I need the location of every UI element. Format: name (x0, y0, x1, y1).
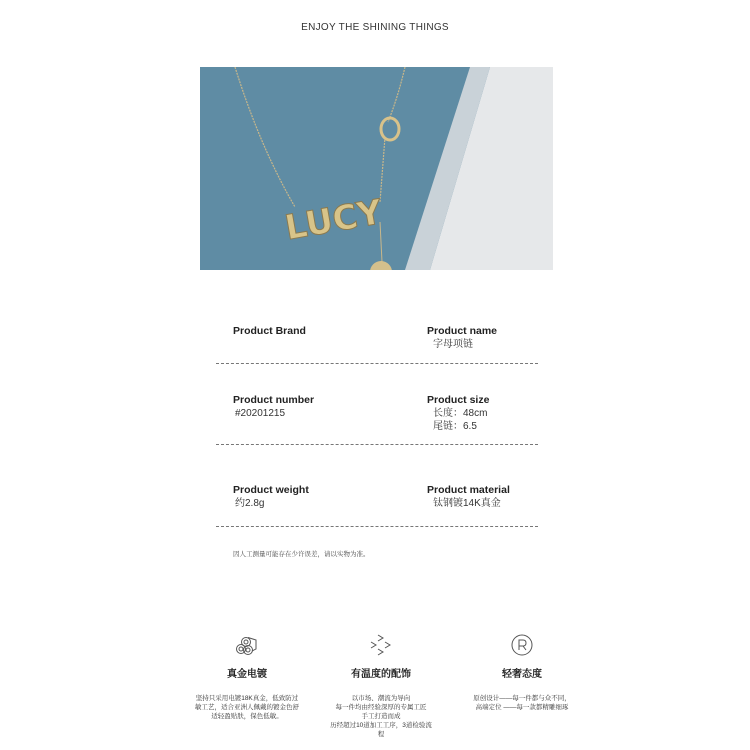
coins-icon (172, 633, 322, 657)
feature-text: 坚持只采用电镀18K真金，低致防过 (195, 695, 299, 702)
feature-text: 高端定位 ——每一款都精雕细琢 (475, 704, 569, 711)
feature-text: 原创设计——每一件都与众不同， (473, 695, 571, 702)
spec-value-weight: 约2.8g (235, 498, 265, 509)
feature-text: 以市场、潮流为导向 (351, 695, 411, 702)
feature-text: 每一件均由经验深厚的专属工匠 (335, 704, 427, 711)
spec-label-brand: Product Brand (233, 325, 306, 337)
spec-value-length: 长度：48cm (433, 408, 488, 419)
spec-value-name: 字母项链 (433, 339, 473, 350)
spec-value-tail: 尾链：6.5 (433, 421, 477, 432)
divider (216, 363, 538, 364)
feature-craft (306, 633, 456, 739)
feature-text: 适轻盈贴肤，保色低敏。 (211, 713, 283, 720)
feature-text: 手工打造而成 (361, 713, 401, 720)
spec-label-size: Product size (427, 394, 490, 406)
feature-title: 轻奢态度 (502, 669, 542, 680)
divider (216, 526, 538, 527)
spec-value-material: 钛钢镀14K真金 (433, 498, 501, 509)
chevrons-icon (306, 633, 456, 657)
measurement-note: 因人工测量可能存在少许误差，请以实物为准。 (233, 551, 370, 558)
spec-value-number: #20201215 (235, 408, 286, 419)
spec-label-material: Product material (427, 484, 510, 496)
spec-label-weight: Product weight (233, 484, 309, 496)
feature-luxury (447, 633, 597, 712)
spec-label-name: Product name (427, 325, 498, 337)
registered-icon (447, 633, 597, 657)
product-photo (200, 67, 553, 270)
feature-title: 真金电镀 (227, 669, 267, 680)
feature-plating (172, 633, 322, 721)
svg-text:LUCY: LUCY (282, 192, 386, 249)
divider (216, 444, 538, 445)
feature-text: 敏工艺，适合亚洲人佩戴的镀金色舒 (195, 704, 299, 711)
feature-text: 历经超过10道加工工序，3道检验流 (330, 722, 432, 729)
spec-label-number: Product number (233, 394, 315, 406)
feature-title: 有温度的配饰 (351, 669, 411, 680)
feature-text: 程 (377, 731, 385, 738)
page-title: ENJOY THE SHINING THINGS (301, 22, 449, 33)
